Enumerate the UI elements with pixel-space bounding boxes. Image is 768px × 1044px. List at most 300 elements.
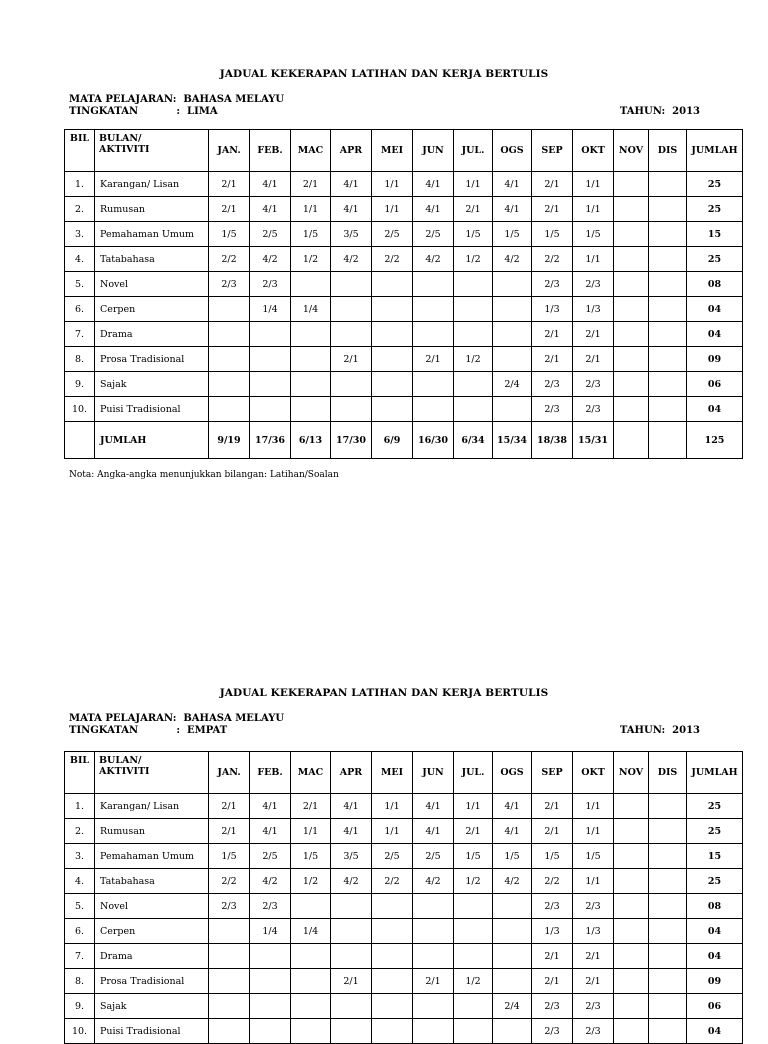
sum-cell [614, 422, 649, 459]
sum-cell: 18/38 [532, 422, 573, 459]
row-cell: 2/3 [573, 272, 614, 297]
row-number: 3. [65, 222, 95, 247]
row-activity: Sajak [95, 372, 209, 397]
row-total: 08 [687, 272, 743, 297]
row-number: 2. [65, 819, 95, 844]
row-cell: 1/1 [291, 819, 331, 844]
level-line: TINGKATAN : LIMA [69, 106, 218, 117]
row-cell: 2/5 [413, 222, 454, 247]
table-row [65, 222, 743, 247]
row-cell: 2/1 [209, 172, 250, 197]
table-row [65, 1019, 743, 1044]
row-cell: 1/1 [454, 794, 493, 819]
row-cell: 1/4 [250, 297, 291, 322]
row-total: 04 [687, 322, 743, 347]
row-cell [291, 994, 331, 1019]
header-month: SEP [532, 752, 573, 794]
row-cell: 4/2 [331, 247, 372, 272]
row-cell: 1/5 [291, 222, 331, 247]
row-activity: Puisi Tradisional [95, 397, 209, 422]
row-cell: 2/1 [291, 172, 331, 197]
row-cell [614, 894, 649, 919]
row-cell [331, 322, 372, 347]
row-cell [649, 844, 687, 869]
row-cell [372, 272, 413, 297]
row-cell [649, 172, 687, 197]
row-cell [209, 944, 250, 969]
row-cell: 1/5 [291, 844, 331, 869]
row-cell: 2/3 [532, 894, 573, 919]
header-month: JAN. [209, 130, 250, 172]
header-month: JAN. [209, 752, 250, 794]
row-cell [372, 919, 413, 944]
row-cell [649, 919, 687, 944]
sum-cell: 15/31 [573, 422, 614, 459]
row-cell: 2/3 [573, 1019, 614, 1044]
row-cell [649, 222, 687, 247]
row-cell: 1/2 [291, 869, 331, 894]
row-cell: 2/1 [573, 969, 614, 994]
row-cell: 2/1 [532, 944, 573, 969]
row-cell [291, 372, 331, 397]
row-cell [493, 297, 532, 322]
header-aktiviti-label: AKTIVITI [99, 144, 150, 155]
row-cell: 4/1 [331, 197, 372, 222]
header-month: JUN [413, 130, 454, 172]
row-cell [614, 347, 649, 372]
row-cell [291, 322, 331, 347]
header-month: DIS [649, 752, 687, 794]
row-cell [454, 297, 493, 322]
header-aktiviti-label: AKTIVITI [99, 766, 150, 777]
row-cell: 1/5 [493, 222, 532, 247]
row-cell: 2/1 [532, 172, 573, 197]
row-cell: 2/4 [493, 994, 532, 1019]
header-month: OKT [573, 130, 614, 172]
sum-cell: 15/34 [493, 422, 532, 459]
row-cell [454, 372, 493, 397]
row-cell [649, 994, 687, 1019]
row-total: 25 [687, 172, 743, 197]
row-cell: 1/4 [291, 297, 331, 322]
row-activity: Rumusan [95, 197, 209, 222]
row-number: 8. [65, 969, 95, 994]
row-total: 09 [687, 347, 743, 372]
header-month: OGS [493, 130, 532, 172]
row-cell [413, 894, 454, 919]
row-number: 7. [65, 322, 95, 347]
row-cell: 4/1 [250, 172, 291, 197]
row-activity: Prosa Tradisional [95, 969, 209, 994]
header-row [65, 752, 743, 794]
row-total: 08 [687, 894, 743, 919]
row-activity: Puisi Tradisional [95, 1019, 209, 1044]
header-month: SEP [532, 130, 573, 172]
row-cell: 2/5 [372, 222, 413, 247]
row-cell [614, 397, 649, 422]
row-cell [331, 894, 372, 919]
table-row [65, 869, 743, 894]
year-line: TAHUN: 2013 [619, 106, 700, 117]
row-cell: 2/2 [209, 247, 250, 272]
sum-blank [65, 422, 95, 459]
row-cell: 2/2 [532, 247, 573, 272]
row-cell [250, 347, 291, 372]
row-cell: 1/4 [291, 919, 331, 944]
row-cell [372, 1019, 413, 1044]
row-cell [614, 944, 649, 969]
row-cell [649, 297, 687, 322]
sum-label: JUMLAH [95, 422, 209, 459]
header-bil: BIL [65, 752, 95, 794]
table-row [65, 322, 743, 347]
row-activity: Novel [95, 894, 209, 919]
row-cell: 2/5 [250, 844, 291, 869]
row-number: 4. [65, 247, 95, 272]
row-cell: 2/5 [413, 844, 454, 869]
schedule-table [64, 129, 743, 459]
row-cell [250, 372, 291, 397]
row-cell [649, 197, 687, 222]
row-activity: Karangan/ Lisan [95, 172, 209, 197]
sum-total: 125 [687, 422, 743, 459]
row-cell [493, 397, 532, 422]
header-month: JUL. [454, 130, 493, 172]
year-line: TAHUN: 2013 [619, 725, 700, 736]
table-row [65, 247, 743, 272]
row-cell [614, 197, 649, 222]
row-cell [209, 994, 250, 1019]
row-activity: Pemahaman Umum [95, 222, 209, 247]
row-cell: 4/1 [331, 819, 372, 844]
row-cell [649, 322, 687, 347]
row-cell: 1/1 [372, 197, 413, 222]
row-number: 4. [65, 869, 95, 894]
row-cell: 4/1 [250, 819, 291, 844]
row-total: 15 [687, 222, 743, 247]
row-cell [413, 322, 454, 347]
row-cell: 2/4 [493, 372, 532, 397]
row-cell [250, 322, 291, 347]
row-cell [493, 894, 532, 919]
row-cell [250, 944, 291, 969]
header-month: MAC [291, 130, 331, 172]
row-cell: 2/3 [532, 994, 573, 1019]
row-cell: 1/5 [573, 844, 614, 869]
row-cell [649, 347, 687, 372]
row-cell [413, 297, 454, 322]
row-cell [649, 397, 687, 422]
row-cell [454, 944, 493, 969]
table-row [65, 397, 743, 422]
row-cell: 1/1 [573, 172, 614, 197]
row-cell: 1/2 [454, 247, 493, 272]
row-cell [493, 944, 532, 969]
row-cell [209, 372, 250, 397]
row-cell [454, 1019, 493, 1044]
header-month: OGS [493, 752, 532, 794]
row-cell: 1/3 [573, 297, 614, 322]
row-cell: 2/3 [250, 272, 291, 297]
row-number: 1. [65, 794, 95, 819]
row-cell: 2/5 [372, 844, 413, 869]
row-number: 10. [65, 397, 95, 422]
row-number: 6. [65, 297, 95, 322]
row-total: 06 [687, 994, 743, 1019]
row-cell: 1/5 [209, 844, 250, 869]
table-row [65, 372, 743, 397]
row-total: 04 [687, 297, 743, 322]
row-cell [209, 1019, 250, 1044]
table-row [65, 944, 743, 969]
row-cell [209, 347, 250, 372]
row-cell [372, 994, 413, 1019]
header-jumlah: JUMLAH [687, 752, 743, 794]
table-row [65, 994, 743, 1019]
row-cell: 4/1 [250, 197, 291, 222]
row-cell [372, 397, 413, 422]
row-cell [372, 322, 413, 347]
row-total: 25 [687, 819, 743, 844]
table-row [65, 894, 743, 919]
row-cell [493, 969, 532, 994]
row-cell [209, 397, 250, 422]
row-total: 04 [687, 1019, 743, 1044]
row-cell [372, 944, 413, 969]
row-cell: 1/1 [573, 819, 614, 844]
row-number: 5. [65, 894, 95, 919]
row-total: 25 [687, 247, 743, 272]
row-cell [372, 894, 413, 919]
table-row [65, 347, 743, 372]
row-cell: 2/3 [532, 1019, 573, 1044]
row-activity: Rumusan [95, 819, 209, 844]
row-activity: Prosa Tradisional [95, 347, 209, 372]
header-month: NOV [614, 130, 649, 172]
row-cell [614, 994, 649, 1019]
row-cell: 1/2 [291, 247, 331, 272]
row-cell: 2/1 [532, 322, 573, 347]
row-cell [413, 919, 454, 944]
row-cell [614, 819, 649, 844]
row-cell [614, 969, 649, 994]
row-cell [614, 297, 649, 322]
row-cell [372, 297, 413, 322]
row-number: 3. [65, 844, 95, 869]
row-cell [291, 969, 331, 994]
row-cell [649, 372, 687, 397]
row-cell: 2/1 [532, 794, 573, 819]
header-month: FEB. [250, 130, 291, 172]
row-cell: 2/1 [454, 819, 493, 844]
row-cell [614, 869, 649, 894]
row-cell: 1/1 [573, 247, 614, 272]
row-cell: 1/5 [493, 844, 532, 869]
row-cell: 1/5 [454, 222, 493, 247]
row-cell [493, 347, 532, 372]
row-cell: 2/1 [331, 969, 372, 994]
sum-cell: 6/34 [454, 422, 493, 459]
row-cell [209, 919, 250, 944]
sum-cell: 6/13 [291, 422, 331, 459]
row-cell: 1/3 [573, 919, 614, 944]
row-cell: 2/1 [291, 794, 331, 819]
table-row [65, 794, 743, 819]
row-total: 25 [687, 794, 743, 819]
row-total: 25 [687, 197, 743, 222]
row-cell: 1/4 [250, 919, 291, 944]
row-cell: 2/1 [413, 969, 454, 994]
row-cell [372, 969, 413, 994]
row-cell [649, 894, 687, 919]
sum-row [65, 422, 743, 459]
row-cell: 2/1 [573, 944, 614, 969]
row-cell [614, 172, 649, 197]
table-row [65, 819, 743, 844]
row-cell [291, 397, 331, 422]
row-cell: 1/2 [454, 869, 493, 894]
row-cell: 4/2 [331, 869, 372, 894]
row-cell [291, 347, 331, 372]
row-cell: 1/1 [573, 794, 614, 819]
row-cell [331, 944, 372, 969]
row-number: 2. [65, 197, 95, 222]
row-cell: 4/2 [250, 247, 291, 272]
row-activity: Karangan/ Lisan [95, 794, 209, 819]
row-cell [614, 272, 649, 297]
row-cell: 1/5 [209, 222, 250, 247]
subject-line: MATA PELAJARAN: BAHASA MELAYU [69, 713, 285, 724]
row-cell: 2/3 [209, 894, 250, 919]
row-cell [291, 1019, 331, 1044]
row-activity: Cerpen [95, 919, 209, 944]
row-cell: 4/2 [250, 869, 291, 894]
header-month: JUN [413, 752, 454, 794]
row-cell: 4/1 [493, 172, 532, 197]
header-month: NOV [614, 752, 649, 794]
row-cell [649, 1019, 687, 1044]
row-cell: 2/3 [573, 894, 614, 919]
row-cell [413, 994, 454, 1019]
sum-cell: 16/30 [413, 422, 454, 459]
header-bulan-label: BULAN/ [99, 133, 142, 144]
row-cell: 1/1 [372, 172, 413, 197]
row-cell: 1/1 [454, 172, 493, 197]
row-cell: 4/1 [331, 794, 372, 819]
row-cell [413, 372, 454, 397]
row-cell: 2/1 [209, 794, 250, 819]
row-total: 04 [687, 919, 743, 944]
row-cell: 2/1 [454, 197, 493, 222]
row-cell [209, 322, 250, 347]
table-row [65, 172, 743, 197]
row-cell: 2/5 [250, 222, 291, 247]
row-cell: 3/5 [331, 222, 372, 247]
row-cell: 1/1 [573, 197, 614, 222]
row-cell: 2/2 [372, 869, 413, 894]
row-cell: 1/1 [372, 819, 413, 844]
header-month: APR [331, 752, 372, 794]
schedule-table [64, 751, 743, 1044]
header-bulan-label: BULAN/ [99, 755, 142, 766]
row-cell [413, 944, 454, 969]
row-cell [331, 919, 372, 944]
sum-cell: 6/9 [372, 422, 413, 459]
row-cell: 4/1 [413, 172, 454, 197]
row-cell: 2/3 [573, 994, 614, 1019]
row-cell: 2/3 [532, 372, 573, 397]
row-cell [454, 894, 493, 919]
table-row [65, 969, 743, 994]
sum-cell: 9/19 [209, 422, 250, 459]
row-cell: 4/2 [413, 869, 454, 894]
row-cell: 4/1 [493, 794, 532, 819]
row-total: 09 [687, 969, 743, 994]
row-cell [250, 969, 291, 994]
table-body [65, 172, 743, 459]
row-cell: 4/2 [413, 247, 454, 272]
header-month: JUL. [454, 752, 493, 794]
row-cell: 1/3 [532, 919, 573, 944]
row-number: 9. [65, 994, 95, 1019]
row-cell: 1/2 [454, 347, 493, 372]
row-activity: Drama [95, 944, 209, 969]
row-cell [649, 969, 687, 994]
row-total: 06 [687, 372, 743, 397]
row-number: 8. [65, 347, 95, 372]
header-month: OKT [573, 752, 614, 794]
row-cell [649, 819, 687, 844]
row-cell [454, 994, 493, 1019]
row-cell: 1/3 [532, 297, 573, 322]
header-bil: BIL [65, 130, 95, 172]
row-cell: 2/3 [209, 272, 250, 297]
row-cell: 1/1 [291, 197, 331, 222]
section-title: JADUAL KEKERAPAN LATIHAN DAN KERJA BERTULIS [219, 687, 549, 699]
table-row [65, 919, 743, 944]
row-cell [250, 397, 291, 422]
row-cell [331, 297, 372, 322]
row-cell [493, 272, 532, 297]
row-cell: 2/3 [532, 397, 573, 422]
row-cell [649, 869, 687, 894]
row-cell: 1/1 [573, 869, 614, 894]
row-cell: 1/5 [532, 844, 573, 869]
table-row [65, 844, 743, 869]
row-number: 10. [65, 1019, 95, 1044]
table-row [65, 272, 743, 297]
row-cell: 2/1 [209, 819, 250, 844]
row-cell [413, 272, 454, 297]
row-number: 7. [65, 944, 95, 969]
row-cell: 2/1 [573, 322, 614, 347]
row-cell [372, 372, 413, 397]
row-cell [413, 397, 454, 422]
row-cell [209, 297, 250, 322]
header-month: MEI [372, 752, 413, 794]
level-line: TINGKATAN : EMPAT [69, 725, 228, 736]
row-cell: 2/3 [250, 894, 291, 919]
row-total: 15 [687, 844, 743, 869]
table-row [65, 197, 743, 222]
row-cell [331, 994, 372, 1019]
row-cell: 2/1 [532, 819, 573, 844]
row-cell [493, 322, 532, 347]
row-cell: 2/1 [532, 347, 573, 372]
row-cell: 4/1 [493, 819, 532, 844]
row-cell [291, 894, 331, 919]
row-cell [413, 1019, 454, 1044]
